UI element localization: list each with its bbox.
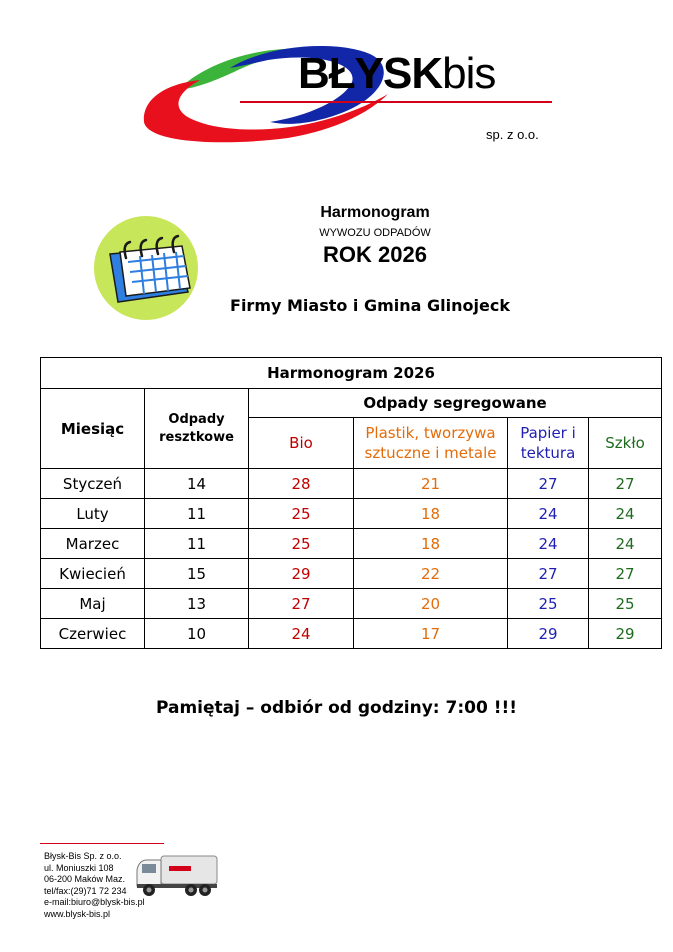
col-plastic-header: Plastik, tworzywa sztuczne i metale xyxy=(354,418,508,469)
month-cell: Czerwiec xyxy=(41,619,145,649)
col-glass-header: Szkło xyxy=(589,418,662,469)
month-cell: Luty xyxy=(41,499,145,529)
col-bio-header: Bio xyxy=(249,418,354,469)
col-segregated-header: Odpady segregowane xyxy=(249,389,662,418)
month-cell: Kwiecień xyxy=(41,559,145,589)
plastic-cell: 18 xyxy=(354,499,508,529)
footer-email[interactable]: e-mail:biuro@blysk-bis.pl xyxy=(44,897,145,907)
table-row xyxy=(41,469,662,499)
calendar-icon xyxy=(90,212,202,322)
glass-cell: 24 xyxy=(589,529,662,559)
bio-cell: 25 xyxy=(249,529,354,559)
plastic-cell: 17 xyxy=(354,619,508,649)
footer-contact xyxy=(44,851,145,920)
footer-street: ul. Moniuszki 108 xyxy=(44,862,114,873)
month-cell: Maj xyxy=(41,589,145,619)
glass-cell: 24 xyxy=(589,499,662,529)
residual-cell: 15 xyxy=(145,559,249,589)
logo-underline xyxy=(240,101,552,103)
paper-cell: 27 xyxy=(508,559,589,589)
residual-cell: 11 xyxy=(145,499,249,529)
plastic-cell: 21 xyxy=(354,469,508,499)
glass-cell: 27 xyxy=(589,559,662,589)
subtitle-wywozu: WYWOZU ODPADÓW xyxy=(319,227,431,239)
logo-subtitle: sp. z o.o. xyxy=(486,127,539,142)
pickup-time-reminder: Pamiętaj – odbiór od godziny: 7:00 !!! xyxy=(155,698,517,718)
table-row xyxy=(41,589,662,619)
bio-cell: 27 xyxy=(249,589,354,619)
firms-heading: Firmy Miasto i Gmina Glinojeck xyxy=(230,296,510,315)
paper-cell: 25 xyxy=(508,589,589,619)
footer-divider xyxy=(40,843,164,844)
garbage-truck-icon xyxy=(133,850,221,898)
footer-city: 06-200 Maków Maz. xyxy=(44,874,126,884)
table-row xyxy=(41,499,662,529)
residual-cell: 10 xyxy=(145,619,249,649)
glass-cell: 25 xyxy=(589,589,662,619)
bio-cell: 25 xyxy=(249,499,354,529)
col-paper-header: Papier i tektura xyxy=(508,418,589,469)
logo-wordmark xyxy=(298,49,496,98)
bio-cell: 24 xyxy=(249,619,354,649)
table-caption: Harmonogram 2026 xyxy=(41,358,662,389)
title-year: ROK 2026 xyxy=(323,242,427,267)
table-row xyxy=(41,559,662,589)
residual-cell: 14 xyxy=(145,469,249,499)
logo-name-bold: BŁYSK xyxy=(298,49,443,98)
col-residual-header: Odpady resztkowe xyxy=(145,389,249,469)
col-month-header: Miesiąc xyxy=(41,389,145,469)
plastic-cell: 22 xyxy=(354,559,508,589)
logo-name-light: bis xyxy=(442,49,496,98)
table-row xyxy=(41,529,662,559)
month-cell: Styczeń xyxy=(41,469,145,499)
residual-cell: 11 xyxy=(145,529,249,559)
footer-phone: tel/fax:(29)71 72 234 xyxy=(44,885,127,896)
plastic-cell: 18 xyxy=(354,529,508,559)
paper-cell: 29 xyxy=(508,619,589,649)
table-row xyxy=(41,619,662,649)
glass-cell: 29 xyxy=(589,619,662,649)
glass-cell: 27 xyxy=(589,469,662,499)
paper-cell: 24 xyxy=(508,499,589,529)
paper-cell: 24 xyxy=(508,529,589,559)
paper-cell: 27 xyxy=(508,469,589,499)
bio-cell: 28 xyxy=(249,469,354,499)
plastic-cell: 20 xyxy=(354,589,508,619)
month-cell: Marzec xyxy=(41,529,145,559)
footer-website[interactable]: www.blysk-bis.pl xyxy=(44,908,111,919)
title-harmonogram: Harmonogram xyxy=(320,204,430,221)
residual-cell: 13 xyxy=(145,589,249,619)
bio-cell: 29 xyxy=(249,559,354,589)
footer-company: Błysk-Bis Sp. z o.o. xyxy=(44,851,122,861)
schedule-table xyxy=(40,357,662,649)
